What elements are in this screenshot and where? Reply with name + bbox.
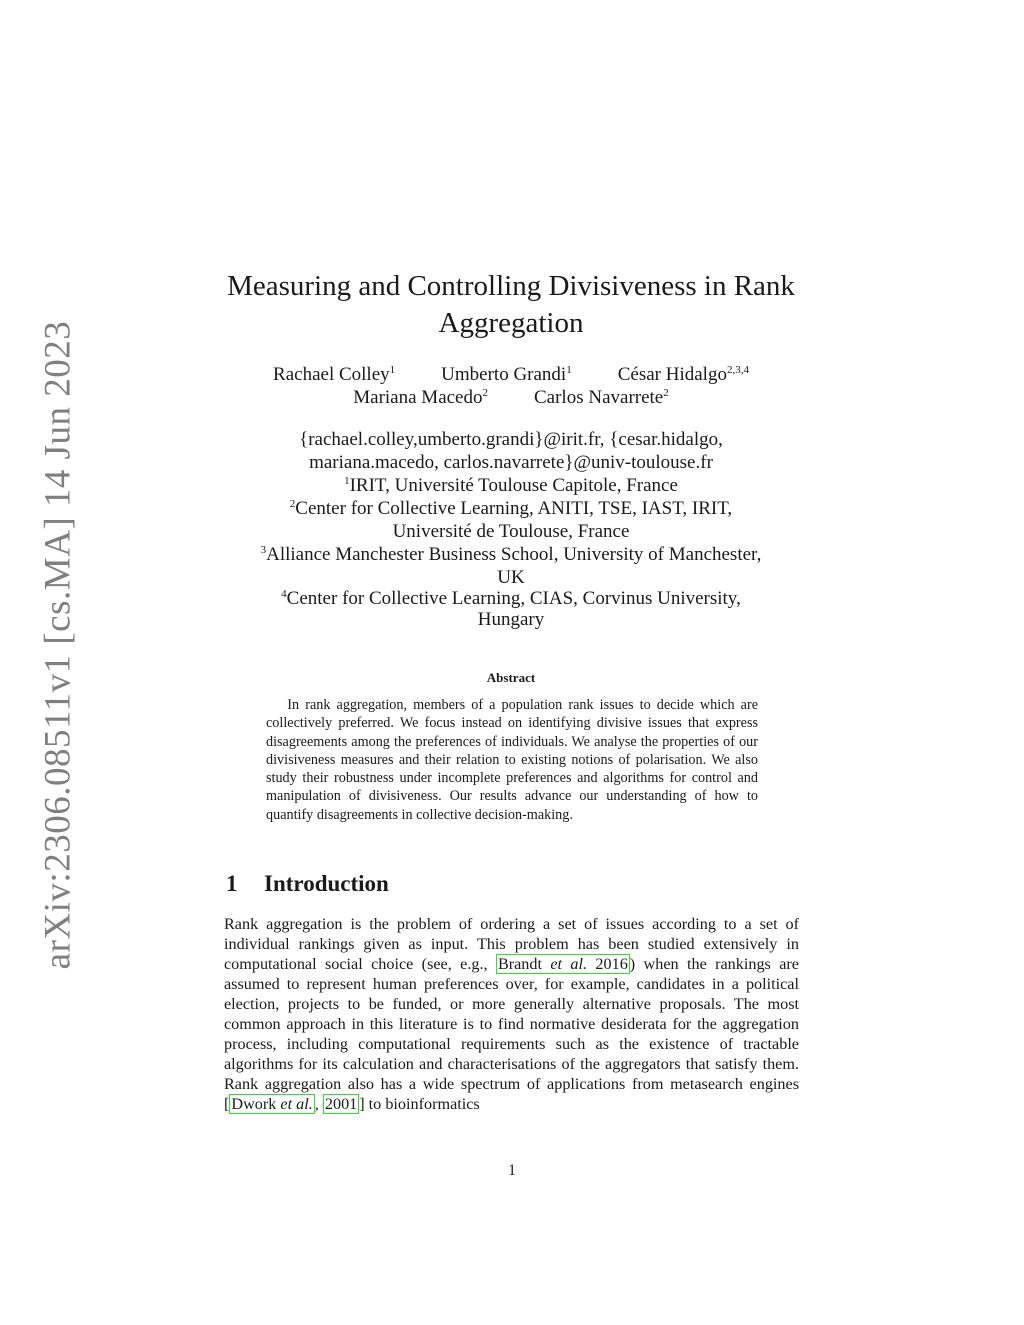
- intro-paragraph: Rank aggregation is the problem of ordering a set of issues according to a set of individual rankings given as input. This problem has been studied extensively in computational social choice (see, e.g., Brandt et al. 2016 ) when the rankings are assumed to represent human preferences over, for example, candidates in a political election, projects to be funded, or more generally alternative proposals. The most common approach in this literature is to find normative desiderata for the aggregation process, including computational requirements such as the existence of tractable algorithms for its calculation and characterisations of the aggregators that satisfy them. Rank aggregation also has a wide spectrum of applications from metasearch engines [ Dwork et al. , 2001 ] to bioinformatics: [224, 915, 799, 1113]
- author-name: Rachael Colley$^1$: [273, 364, 396, 385]
- email-line: mariana.macedo, carlos.navarrete}@univ-toulouse.fr: [309, 452, 713, 473]
- author-name: Mariana Macedo$^2$: [353, 387, 488, 408]
- section-title: Introduction: [264, 871, 389, 896]
- abstract-heading: Abstract: [486, 670, 536, 685]
- affiliation: $^3$Alliance Manchester Business School, University of Manchester,: [260, 544, 762, 565]
- arxiv-side-stamp: [28, 320, 88, 970]
- authors-line-2: [200, 386, 822, 409]
- affiliation-cont: Université de Toulouse, France: [392, 521, 630, 542]
- authors-line-1: [200, 363, 822, 386]
- citation-link-dwork[interactable]: Dwork et al.: [231, 1095, 313, 1113]
- email-line: {rachael.colley,umberto.grandi}@irit.fr, {cesar.hidalgo,: [299, 429, 723, 450]
- affiliation: $^1$IRIT, Université Toulouse Capitole, France: [344, 475, 678, 496]
- paper-title: Measuring and Controlling Divisiveness in Rank Aggregation: [227, 270, 795, 339]
- section-number: 1: [226, 871, 238, 896]
- affiliation-cont: Hungary: [477, 609, 545, 630]
- citation-link-dwork-year[interactable]: 2001: [324, 1095, 358, 1113]
- arxiv-identifier: arXiv:2306.08511v1 [cs.MA] 14 Jun 2023: [37, 320, 79, 970]
- affiliation: $^2$Center for Collective Learning, ANITI, TSE, IAST, IRIT,: [289, 498, 733, 519]
- citation-link-brandt[interactable]: Brandt et al. 2016: [497, 955, 628, 973]
- abstract-text: In rank aggregation, members of a population rank issues to decide which are collectively preferred. We focus instead on identifying divisive issues that express disagreements among the preferences of individuals. We analyse the properties of our divisiveness measures and their relation to existing notions of polarisation. We also study their robustness under incomplete preferences and algorithms for control and manipulation of divisiveness. Our results advance our understanding of how to quantify disagreements in collective decision-making.: [266, 697, 758, 823]
- affiliation-cont: UK: [497, 567, 525, 588]
- affiliation: $^4$Center for Collective Learning, CIAS, Corvinus University,: [281, 588, 741, 609]
- author-name: César Hidalgo$^{2,3,4}$: [617, 364, 749, 385]
- author-name: Umberto Grandi$^1$: [441, 364, 572, 385]
- section-heading: [226, 871, 389, 897]
- author-name: Carlos Navarrete$^2$: [534, 387, 669, 408]
- page-number: 1: [508, 1162, 516, 1179]
